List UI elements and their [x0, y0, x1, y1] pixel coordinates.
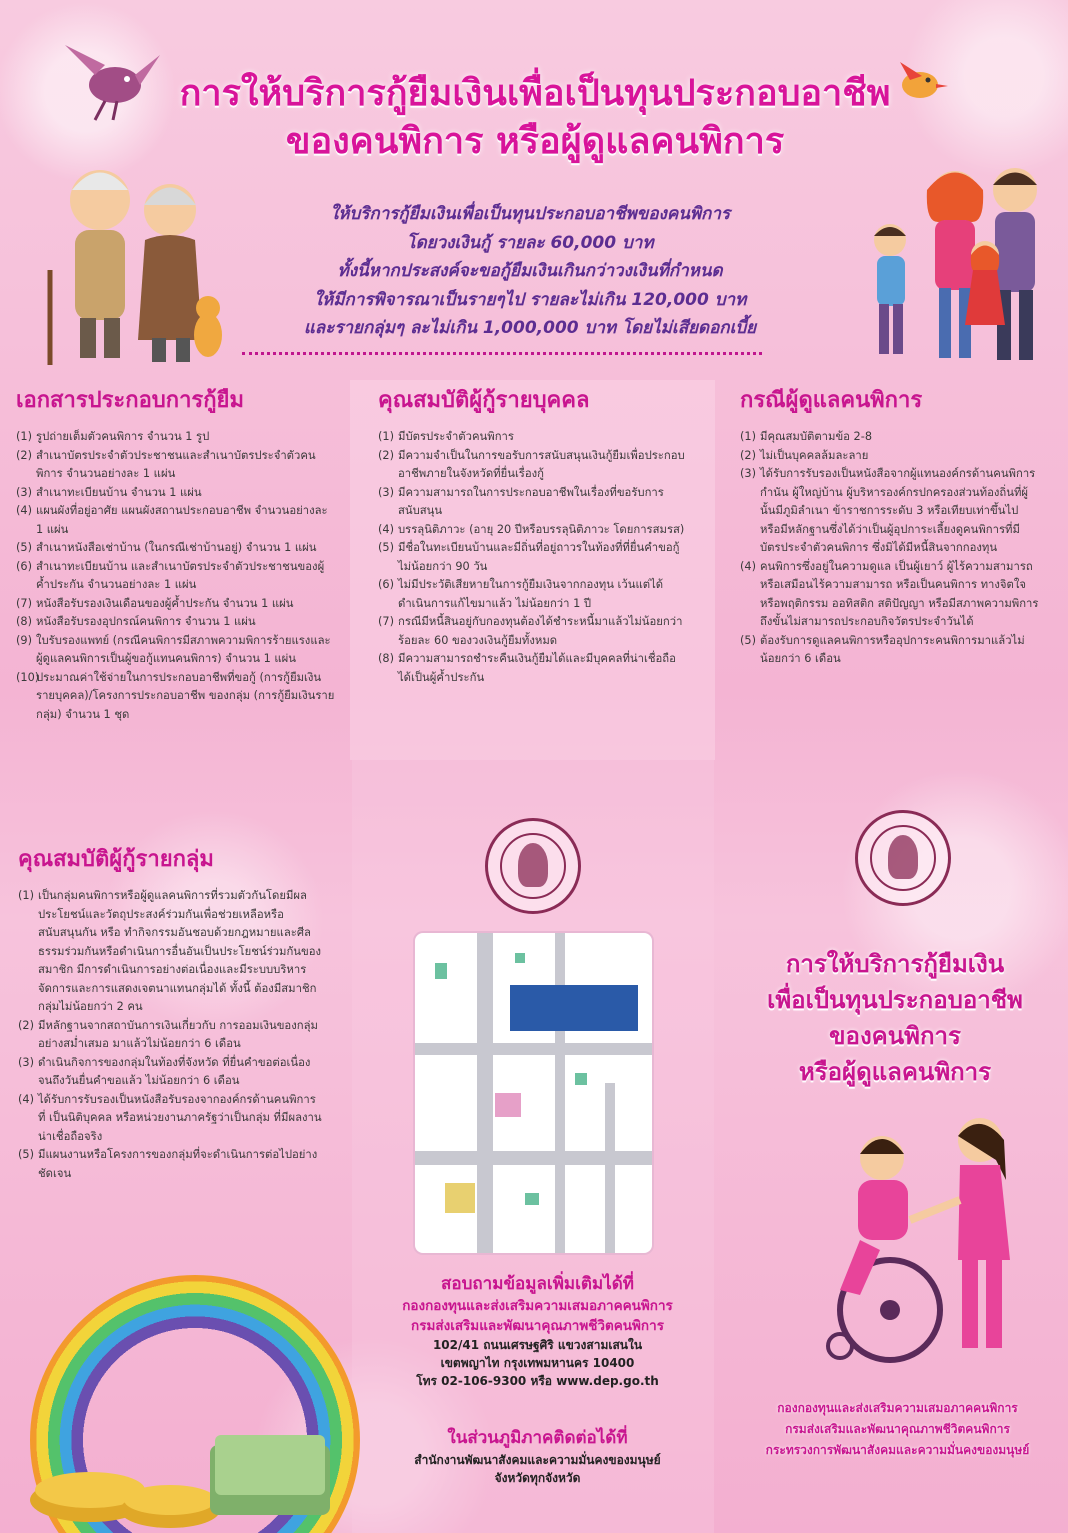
individual-heading: คุณสมบัติผู้กู้รายบุคคล — [378, 388, 590, 413]
main-title-line: ของคนพิการ หรือผู้ดูแลคนพิการ — [285, 121, 785, 162]
list-item — [378, 576, 688, 613]
cover-title-line: เพื่อเป็นทุนประกอบอาชีพ — [767, 986, 1023, 1014]
family-illustration — [855, 160, 1055, 370]
list-item — [16, 484, 336, 503]
list-item — [378, 428, 688, 447]
caregiver-list — [740, 428, 1040, 669]
list-item — [378, 613, 688, 650]
list-item-text: มีความสามารถในการประกอบอาชีพในเรื่องที่ขอรับการสนับสนุน — [398, 485, 664, 517]
intro-line: ทั้งนี้หากประสงค์จะขอกู้ยืมเงินเกินกว่าวงเงินที่กำหนด — [337, 261, 723, 281]
contact-org: กองกองทุนและส่งเสริมความเสมอภาคคนพิการ — [402, 1298, 673, 1314]
list-item-text: สำเนาหนังสือเช่าบ้าน (ในกรณีเช่าบ้านอยู่) จำนวน 1 แผ่น — [36, 541, 317, 554]
list-item-text: ดำเนินกิจการของกลุ่มในท้องที่จังหวัด ที่ยื่นคำขอต่อเนื่องจนถึงวันยื่นคำขอแล้ว ไม่น้อยกว่า 6 เดือน — [38, 1055, 311, 1087]
wheelchair-icon — [800, 1110, 1060, 1370]
list-item-number: (5) — [740, 633, 757, 647]
individual-section — [378, 386, 688, 687]
map-icon — [415, 933, 652, 1253]
cat-icon — [188, 290, 228, 360]
list-item — [378, 447, 688, 484]
caregiver-heading: กรณีผู้ดูแลคนพิการ — [740, 388, 923, 413]
list-item-text: บรรลุนิติภาวะ (อายุ 20 ปีหรือบรรลุนิติภาวะ โดยการสมรส) — [398, 522, 685, 536]
list-item — [740, 632, 1040, 669]
list-item-text: ต้องรับการดูแลคนพิการหรืออุปการะคนพิการมาแล้วไม่น้อยกว่า 6 เดือน — [760, 633, 1025, 665]
documents-list — [16, 428, 336, 724]
list-item-number: (1) — [378, 430, 395, 443]
list-item — [18, 887, 323, 1017]
list-item-number: (3) — [740, 467, 757, 480]
list-item-text: กรณีมีหนี้สินอยู่กับกองทุนต้องได้ชำระหนี้มาแล้วไม่น้อยกว่าร้อยละ 60 ของวงเงินกู้ยืมทั้งหมด — [398, 615, 683, 647]
list-item-text: สำเนาทะเบียนบ้าน จำนวน 1 แผ่น — [36, 485, 202, 499]
list-item-number: (8) — [16, 615, 33, 628]
intro-text — [260, 200, 800, 343]
list-item — [16, 428, 336, 447]
list-item-text: มีชื่อในทะเบียนบ้านและมีถิ่นที่อยู่ถาวรในท้องที่ที่ยื่นคำขอกู้ไม่น้อยกว่า 90 วัน — [398, 541, 680, 573]
list-item-number: (7) — [378, 615, 395, 628]
list-item-number: (3) — [18, 1055, 35, 1069]
list-item — [16, 502, 336, 539]
list-item — [740, 465, 1040, 558]
cover-footer-line: กระทรวงการพัฒนาสังคมและความมั่นคงของมนุษย์ — [765, 1443, 1030, 1457]
list-item-number: (4) — [740, 559, 757, 573]
list-item-number: (2) — [16, 448, 33, 462]
list-item — [18, 1091, 323, 1147]
list-item-number: (2) — [740, 448, 757, 462]
documents-heading: เอกสารประกอบการกู้ยืม — [16, 388, 244, 413]
list-item-number: (2) — [378, 448, 395, 462]
list-item — [16, 558, 336, 595]
list-item — [740, 558, 1040, 632]
coins-icon — [20, 1390, 340, 1530]
regional-line: สำนักงานพัฒนาสังคมและความมั่นคงของมนุษย์ — [414, 1453, 661, 1467]
list-item-text: มีหลักฐานจากสถาบันการเงินเกี่ยวกับ การออมเงินของกลุ่มอย่างสม่ำเสมอ มาแล้วไม่น้อยกว่า 6 เดือน — [38, 1018, 318, 1050]
list-item — [18, 1017, 323, 1054]
cover-title-line: ของคนพิการ — [829, 1022, 961, 1050]
list-item-text: มีแผนงานหรือโครงการของกลุ่มที่จะดำเนินการต่อไปอย่างชัดเจน — [38, 1148, 318, 1180]
list-item-number: (4) — [16, 504, 33, 517]
cover-title-line: การให้บริการกู้ยืมเงิน — [785, 950, 1005, 978]
map-info-box — [510, 985, 638, 1031]
list-item-number: (1) — [740, 430, 757, 443]
cover-title-line: หรือผู้ดูแลคนพิการ — [798, 1058, 992, 1086]
list-item-text: สำเนาบัตรประจำตัวประชาชนและสำเนาบัตรประจำตัวคนพิการ จำนวนอย่างละ 1 แผ่น — [36, 448, 316, 480]
list-item-text: มีความจำเป็นในการขอรับการสนับสนุนเงินกู้ยืมเพื่อประกอบอาชีพภายในจังหวัดที่ยื่นเรื่องกู้ — [398, 448, 685, 480]
list-item-number: (10) — [16, 670, 40, 684]
contact-address: เขตพญาไท กรุงเทพมหานคร 10400 — [440, 1356, 635, 1370]
list-item — [16, 632, 336, 669]
list-item-number: (3) — [16, 485, 33, 499]
list-item-text: ไม่มีประวัติเสียหายในการกู้ยืมเงินจากกองทุน เว้นแต่ได้ดำเนินการแก้ไขมาแล้ว ไม่น้อยกว่า 1 ปี — [398, 578, 664, 610]
list-item-text: มีบัตรประจำตัวคนพิการ — [398, 430, 514, 443]
list-item — [16, 595, 336, 614]
list-item — [378, 484, 688, 521]
contact-address: 102/41 ถนนเศรษฐศิริ แขวงสามเสนใน — [432, 1338, 643, 1352]
list-item-number: (6) — [16, 559, 33, 573]
cover-footer — [735, 1398, 1060, 1461]
list-item-text: เป็นกลุ่มคนพิการหรือผู้ดูแลคนพิการที่รวมตัวกันโดยมีผลประโยชน์และวัตถุประสงค์ร่วมกันเพื่อช่วยเหลือหรือสนับสนุนกัน หรือ ทำกิจกรรมอันชอบด้วยกฎหมายและศีลธรรมร่วมกันหรือดำเนินการอื่นอันเป็นประโยชน์ร่วมกันของสมาชิก มีการดำเนินการอย่างต่อเนื่องและมีระบบบริหารจัดการและการแสดงเจตนาแทนกลุ่มได้ ทั้งนี้ ต้องมีสมาชิกกลุ่มไม่น้อยกว่า 2 คน — [38, 889, 322, 1013]
list-item-number: (1) — [16, 430, 33, 443]
list-item-text: รูปถ่ายเต็มตัวคนพิการ จำนวน 1 รูป — [36, 430, 210, 443]
list-item — [16, 447, 336, 484]
group-heading: คุณสมบัติผู้กู้รายกลุ่ม — [18, 847, 214, 872]
group-list — [18, 887, 323, 1183]
list-item-text: ใบรับรองแพทย์ (กรณีคนพิการมีสภาพความพิการร้ายแรงและผู้ดูแลคนพิการเป็นผู้ขอกู้แทนคนพิการ) จำนวน 1 แผ่น — [36, 633, 331, 665]
list-item-number: (5) — [378, 541, 395, 554]
intro-line: โดยวงเงินกู้ รายละ 60,000 บาท — [406, 232, 654, 253]
list-item-text: มีคุณสมบัติตามข้อ 2-8 — [760, 430, 873, 443]
list-item — [16, 613, 336, 632]
main-title-line: การให้บริการกู้ยืมเงินเพื่อเป็นทุนประกอบอาชีพ — [179, 73, 891, 114]
list-item — [16, 539, 336, 558]
list-item-number: (3) — [378, 485, 395, 499]
list-item-number: (8) — [378, 652, 395, 665]
list-item-number: (7) — [16, 596, 33, 610]
cover-footer-line: กองกองทุนและส่งเสริมความเสมอภาคคนพิการ — [777, 1401, 1018, 1415]
main-title — [120, 70, 950, 166]
seal-icon — [485, 818, 581, 914]
list-item-text: ไม่เป็นบุคคลล้มละลาย — [760, 448, 869, 462]
contact-org: กรมส่งเสริมและพัฒนาคุณภาพชีวิตคนพิการ — [411, 1318, 664, 1334]
cover-title — [740, 946, 1050, 1090]
caregiver-section — [740, 386, 1040, 669]
list-item-text: ได้รับการรับรองเป็นหนังสือรับรองจากองค์กรด้านคนพิการที่ เป็นนิติบุคคล หรือหน่วยงานภาครัฐว่าเป็นกลุ่ม ที่มีผลงานน่าเชื่อถือจริง — [38, 1092, 322, 1143]
list-item-text: แผนผังที่อยู่อาศัย แผนผังสถานประกอบอาชีพ จำนวนอย่างละ 1 แผ่น — [36, 504, 328, 536]
list-item-text: คนพิการซึ่งอยู่ในความดูแล เป็นผู้เยาว์ ผู้ไร้ความสามารถหรือเสมือนไร้ความสามารถ หรือเป็นคนพิการ ทางจิตใจหรือพฤติกรรม ออทิสติก สติปัญญา หรือมีสภาพความพิการถึงขั้นไม่สามารถประกอบกิจวัตรประจำวันได้ — [760, 559, 1039, 628]
list-item — [378, 521, 688, 540]
list-item-number: (6) — [378, 578, 395, 591]
regional-block — [360, 1425, 715, 1487]
list-item-number: (5) — [18, 1148, 35, 1161]
regional-heading: ในส่วนภูมิภาคติดต่อได้ที่ — [447, 1428, 628, 1448]
list-item-number: (4) — [378, 522, 395, 536]
list-item-text: มีความสามารถชำระคืนเงินกู้ยืมได้และมีบุคคลที่น่าเชื่อถือได้เป็นผู้ค้ำประกัน — [398, 652, 676, 684]
contact-block — [360, 1272, 715, 1390]
list-item — [378, 650, 688, 687]
list-item-number: (9) — [16, 633, 33, 647]
contact-heading: สอบถามข้อมูลเพิ่มเติมได้ที่ — [441, 1274, 634, 1294]
intro-line: และรายกลุ่มๆ ละไม่เกิน 1,000,000 บาท โดยไม่เสียดอกเบี้ย — [303, 318, 757, 338]
contact-phone: โทร 02-106-9300 หรือ www.dep.go.th — [416, 1374, 659, 1388]
list-item-text: ประมาณค่าใช้จ่ายในการประกอบอาชีพที่ขอกู้ (การกู้ยืมเงินรายบุคคล)/โครงการประกอบอาชีพ ของกลุ่ม (การกู้ยืมเงินรายกลุ่ม) จำนวน 1 ชุด — [36, 670, 335, 721]
seal-icon — [855, 810, 951, 906]
cover-footer-line: กรมส่งเสริมและพัฒนาคุณภาพชีวิตคนพิการ — [785, 1422, 1010, 1436]
list-item — [18, 1146, 323, 1183]
intro-line: ให้มีการพิจารณาเป็นรายๆไป รายละไม่เกิน 120,000 บาท — [313, 289, 747, 310]
intro-line: ให้บริการกู้ยืมเงินเพื่อเป็นทุนประกอบอาชีพของคนพิการ — [329, 204, 730, 224]
list-item — [740, 447, 1040, 466]
list-item — [18, 1054, 323, 1091]
list-item-text: หนังสือรับรองเงินเดือนของผู้ค้ำประกัน จำนวน 1 แผ่น — [36, 596, 294, 610]
list-item-number: (1) — [18, 889, 35, 902]
individual-list — [378, 428, 688, 687]
list-item — [378, 539, 688, 576]
list-item-number: (5) — [16, 541, 33, 554]
list-item — [16, 669, 336, 725]
list-item-text: สำเนาทะเบียนบ้าน และสำเนาบัตรประจำตัวประชาชนของผู้ค้ำประกัน จำนวนอย่างละ 1 แผ่น — [36, 559, 325, 591]
group-section — [18, 845, 323, 1183]
dotted-divider — [242, 352, 762, 355]
list-item-number: (2) — [18, 1018, 35, 1032]
list-item-text: ได้รับการรับรองเป็นหนังสือจากผู้แทนองค์กรด้านคนพิการ กำนัน ผู้ใหญ่บ้าน ผู้บริหารองค์กรปกครองส่วนท้องถิ่นที่ผู้นั้นมีภูมิลำเนา ข้าราชการระดับ 3 หรือเทียบเท่าขึ้นไป หรือมีหลักฐานซึ่งได้ว่าเป็นผู้อุปการะเลี้ยงดูคนพิการที่มีบัตรประจำตัวคนพิการ ซึ่งมิได้มีหนี้สินจากกองทุน — [760, 467, 1036, 554]
regional-line: จังหวัดทุกจังหวัด — [494, 1471, 581, 1485]
list-item-number: (4) — [18, 1092, 35, 1106]
list-item — [740, 428, 1040, 447]
documents-section — [16, 386, 336, 724]
list-item-text: หนังสือรับรองอุปกรณ์คนพิการ จำนวน 1 แผ่น — [36, 615, 256, 628]
